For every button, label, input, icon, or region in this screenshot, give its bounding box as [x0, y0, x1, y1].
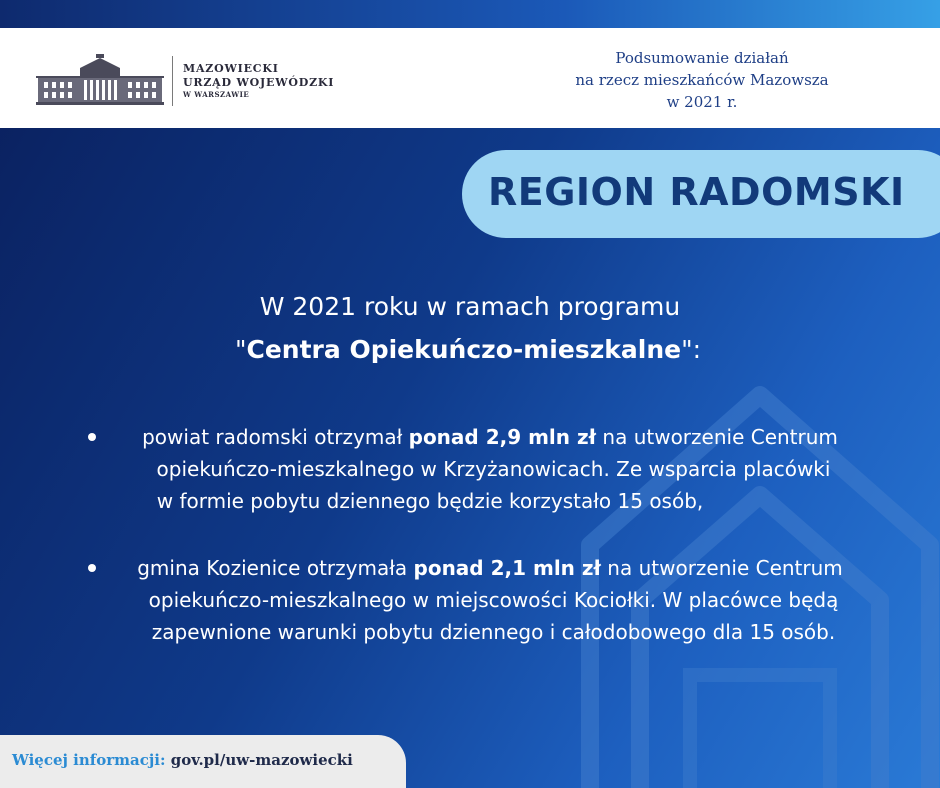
item-text: powiat radomski otrzymał — [142, 425, 409, 449]
footer-bar — [0, 735, 406, 788]
header-bar — [0, 28, 940, 128]
intro-line-2 — [0, 335, 938, 364]
item-text: gmina Kozienice otrzymała — [137, 556, 414, 580]
footer-link[interactable]: gov.pl/uw-mazowiecki — [170, 751, 353, 769]
building-logo-icon — [36, 54, 164, 108]
intro-line-1: W 2021 roku w ramach programu — [259, 292, 681, 321]
item-line-1 — [0, 552, 940, 584]
footer-text — [12, 751, 353, 769]
footer-label: Więcej informacji: — [12, 751, 166, 769]
item-text: na utworzenie Centrum — [596, 425, 838, 449]
list-item — [0, 421, 940, 517]
item-line-3: w formie pobytu dziennego będzie korzystało 15 osób, — [156, 489, 704, 513]
summary-line-1: Podsumowanie działań — [615, 49, 789, 67]
summary-line-3: w 2021 r. — [666, 93, 738, 111]
list-item — [0, 552, 940, 648]
item-line-2: opiekuńczo-mieszkalnego w miejscowości Kociołki. W placówce będą — [148, 588, 839, 612]
region-title: REGION RADOMSKI — [488, 170, 905, 214]
quote-open: " — [234, 335, 247, 364]
item-amount: ponad 2,9 mln zł — [408, 425, 597, 449]
item-line-2: opiekuńczo-mieszkalnego w Krzyżanowicach. Ze wsparcia placówki — [156, 457, 831, 481]
program-name: Centra Opiekuńczo-mieszkalne — [246, 335, 682, 364]
summary-heading — [552, 47, 852, 113]
summary-line-2: na rzecz mieszkańców Mazowsza — [575, 71, 829, 89]
logo-divider — [172, 56, 173, 106]
item-line-1 — [0, 421, 940, 453]
item-text: na utworzenie Centrum — [600, 556, 843, 580]
logo — [36, 54, 334, 108]
logo-text — [183, 62, 334, 100]
top-band — [0, 0, 940, 28]
logo-line-1: MAZOWIECKI — [183, 61, 279, 75]
quote-close: ": — [681, 335, 702, 364]
logo-line-3: W WARSZAWIE — [183, 90, 250, 100]
item-amount: ponad 2,1 mln zł — [413, 556, 601, 580]
logo-line-2: URZĄD WOJEWÓDZKI — [183, 75, 335, 89]
item-line-3: zapewnione warunki pobytu dziennego i całodobowego dla 15 osób. — [151, 620, 836, 644]
